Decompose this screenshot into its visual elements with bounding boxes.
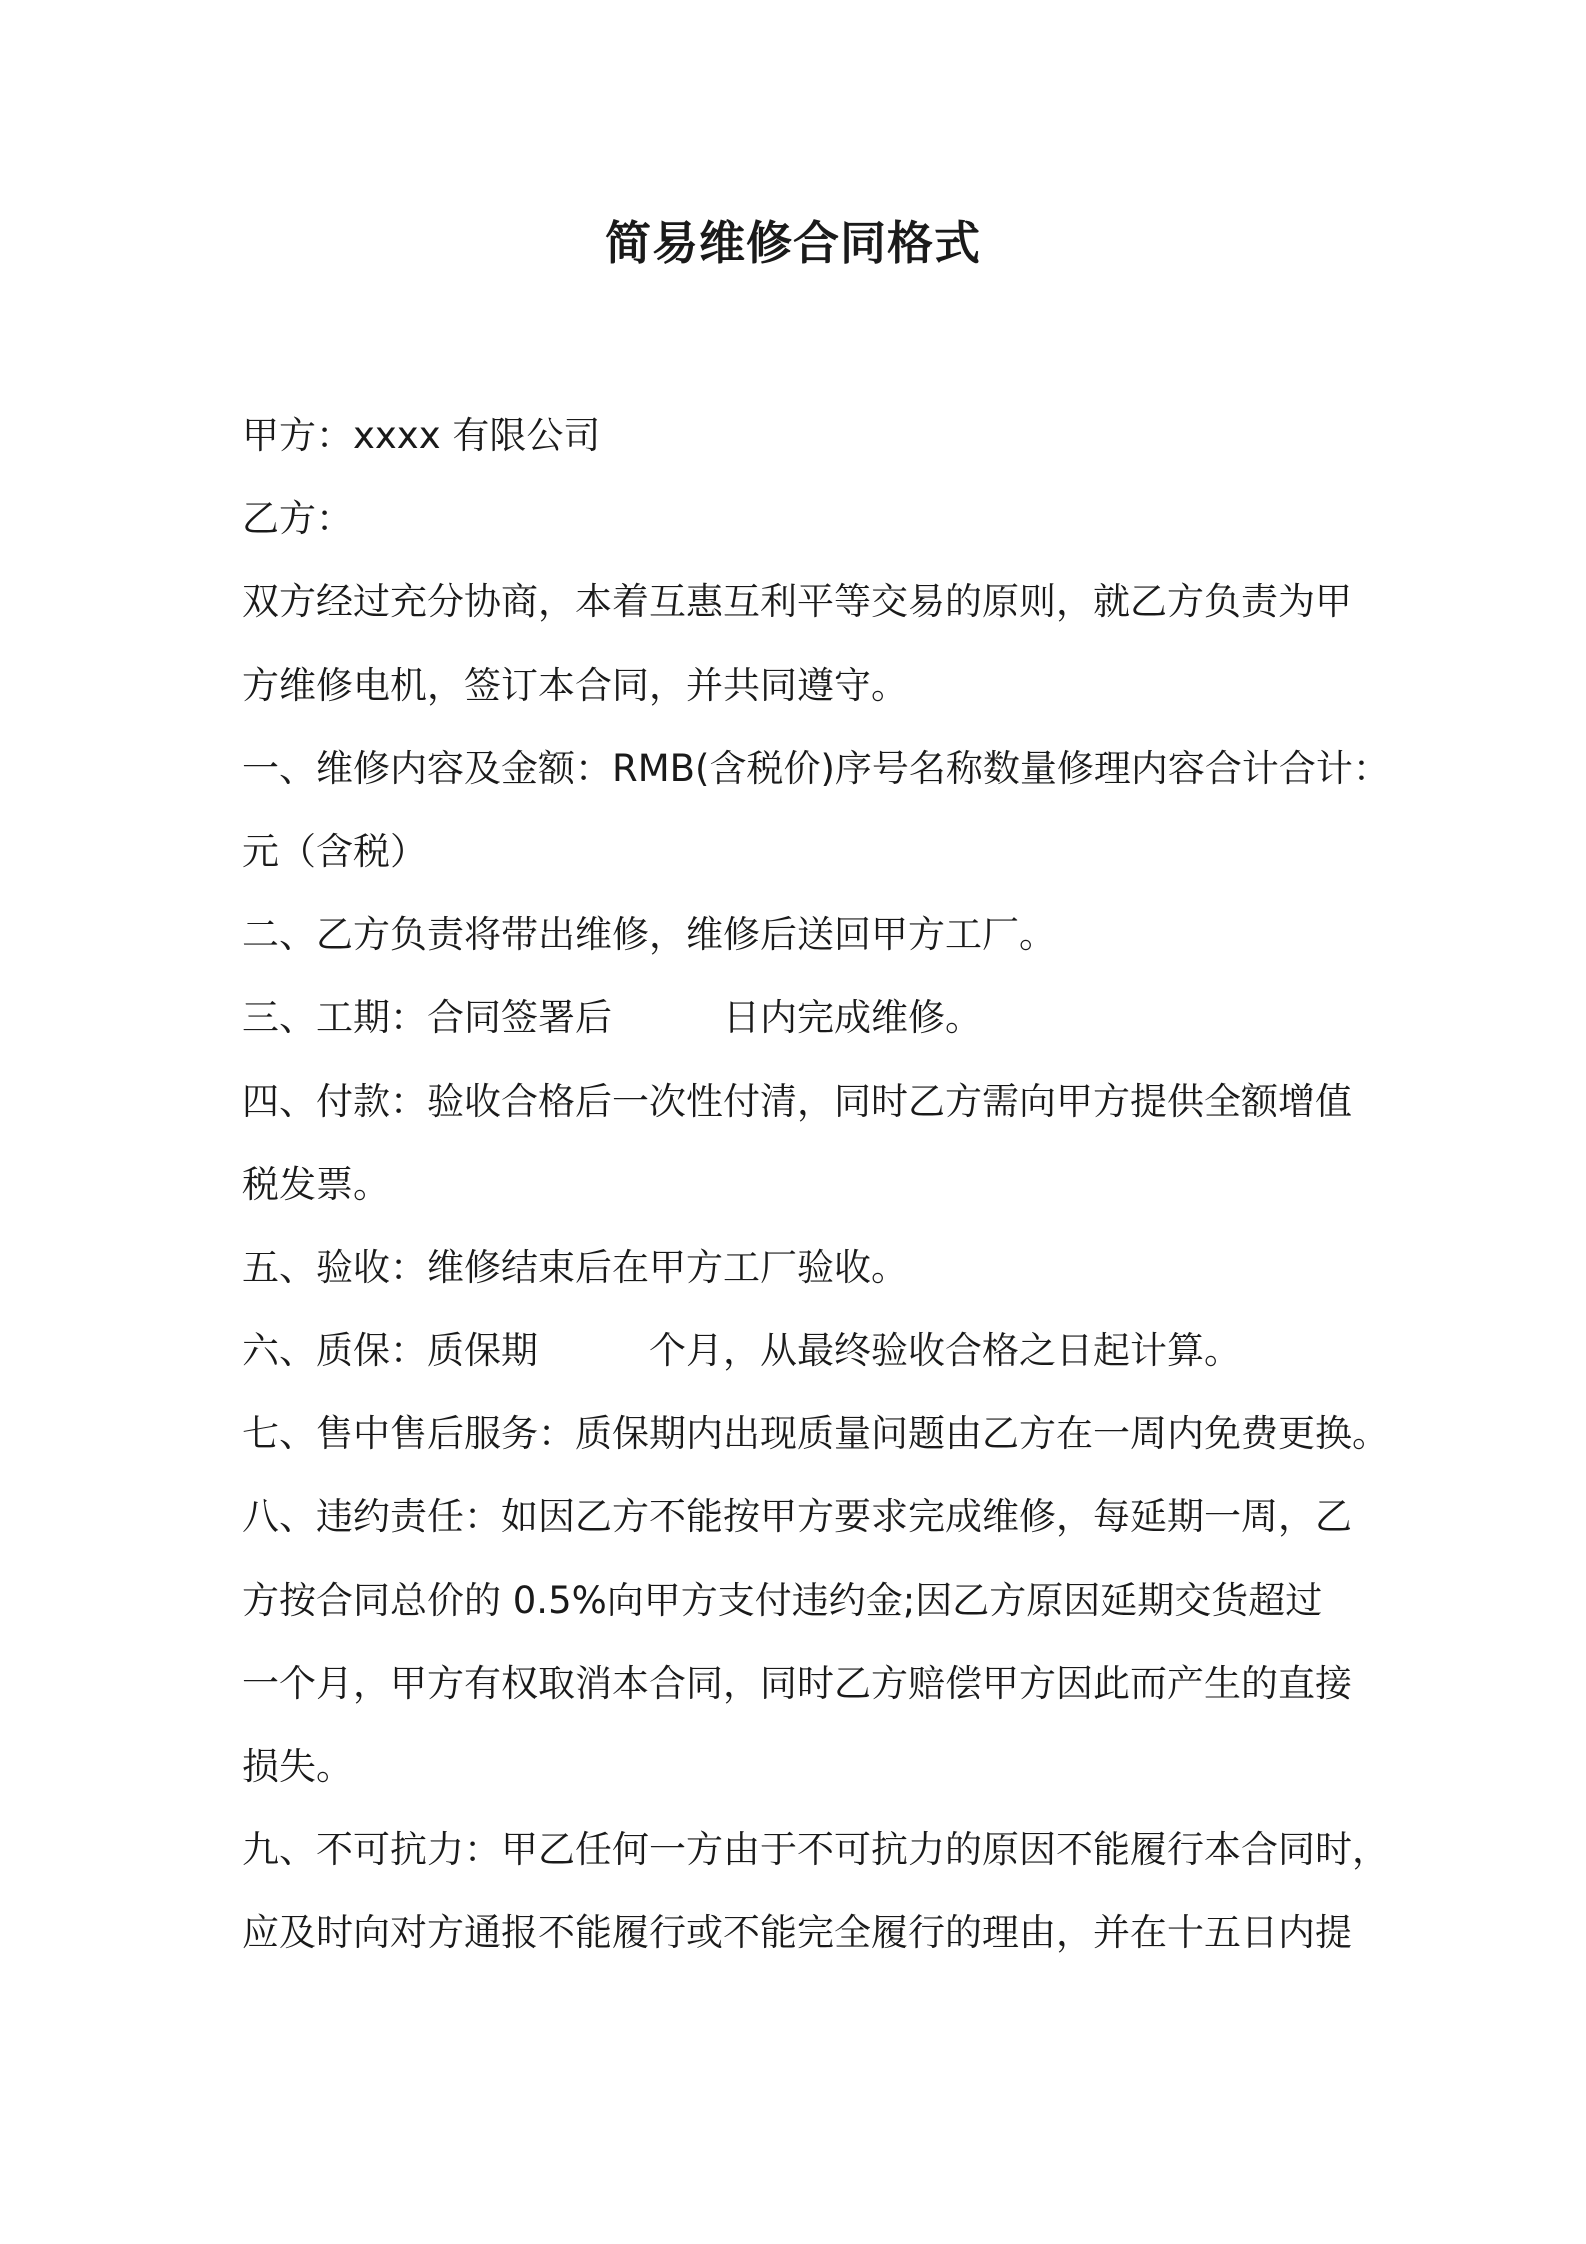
party-a-line: 甲方：xxxx 有限公司 (242, 414, 601, 457)
clause-9-line-2: 应及时向对方通报不能履行或不能完全履行的理由，并在十五日内提 (242, 1911, 1352, 1955)
clause-2-line: 二、乙方负责将带出维修，维修后送回甲方工厂。 (242, 913, 1056, 957)
clause-8-line-3: 一个月，甲方有权取消本合同，同时乙方赔偿甲方因此而产生的直接 (242, 1661, 1352, 1705)
clause-7-line: 七、售中售后服务：质保期内出现质量问题由乙方在一周内免费更换。 (242, 1412, 1389, 1456)
clause-8-line-2: 方按合同总价的 0.5%向甲方支付违约金;因乙方原因延期交货超过 (242, 1578, 1323, 1622)
clause-1-line-2: 元（含税） (242, 829, 427, 873)
clause-4-line-2: 税发票。 (242, 1162, 390, 1206)
clause-3-line: 三、工期：合同签署后 日内完成维修。 (242, 996, 982, 1040)
clause-1-line-1: 一、维修内容及金额：RMB(含税价)序号名称数量修理内容合计合计： (242, 746, 1390, 790)
document-title: 简易维修合同格式 (605, 216, 981, 270)
clause-9-line-1: 九、不可抗力：甲乙任何一方由于不可抗力的原因不能履行本合同时， (242, 1828, 1389, 1872)
preamble-line-2: 方维修电机，签订本合同，并共同遵守。 (242, 663, 908, 707)
party-b-line: 乙方： (242, 497, 353, 541)
clause-8-line-4: 损失。 (242, 1745, 353, 1788)
preamble-line-1: 双方经过充分协商，本着互惠互利平等交易的原则，就乙方负责为甲 (242, 580, 1352, 624)
clause-6-line: 六、质保：质保期 个月，从最终验收合格之日起计算。 (242, 1329, 1241, 1373)
clause-5-line: 五、验收：维修结束后在甲方工厂验收。 (242, 1245, 908, 1289)
clause-4-line-1: 四、付款：验收合格后一次性付清，同时乙方需向甲方提供全额增值 (242, 1079, 1352, 1123)
document-body (242, 406, 1392, 1987)
clause-8-line-1: 八、违约责任：如因乙方不能按甲方要求完成维修，每延期一周，乙 (242, 1495, 1352, 1539)
